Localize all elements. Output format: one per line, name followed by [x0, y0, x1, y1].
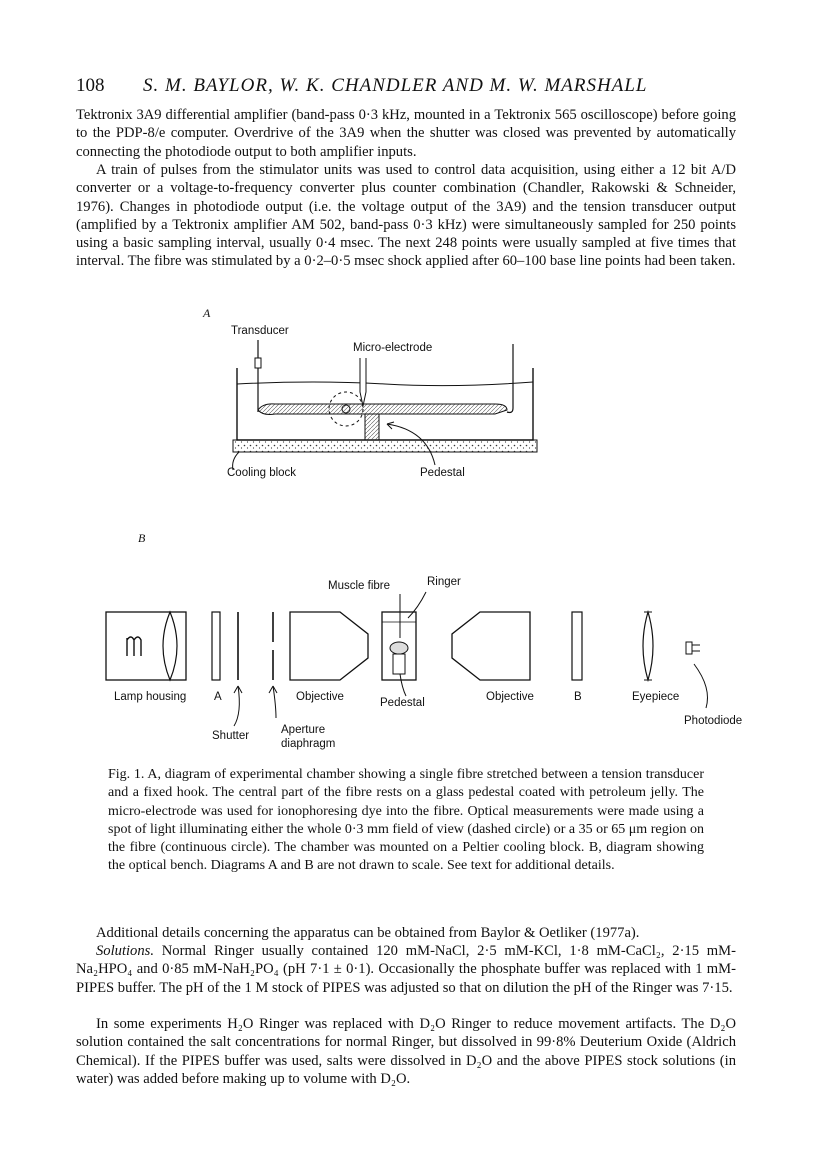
eyepiece-lens [643, 612, 653, 680]
filter-b-label: B [574, 691, 582, 703]
body-paragraph-5: In some experiments H₂O Ringer was replaced with D₂O Ringer to reduce movement artifacts. The D₂O solution contained the salt concentrations for normal Ringer, but dissolved in 99·8% Deuterium Oxide (Aldrich Chemical). If the PIPES buffer was used, salts were dissolved in D₂O and the above PIPES stock solutions (in water) was added before making up to volume with D₂O. [76, 1016, 736, 1087]
objective-left [290, 612, 368, 680]
objective-right-label: Objective [486, 691, 534, 703]
figure-b-panel-label: B [138, 531, 146, 545]
photodiode [686, 642, 692, 654]
objective-left-label: Objective [296, 691, 344, 703]
muscle-fibre-label: Muscle fibre [328, 580, 390, 592]
running-header-authors: S. M. BAYLOR, W. K. CHANDLER AND M. W. MARSHALL [143, 75, 648, 96]
pedestal-label-a: Pedestal [420, 467, 465, 479]
filter-a-label: A [214, 691, 222, 703]
figure-a-chamber-diagram [195, 300, 555, 485]
filter-b [572, 612, 582, 680]
body-paragraph-1: Tektronix 3A9 differential amplifier (band-pass 0·3 kHz, mounted in a Tektronix 565 oscilloscope) before going to the PDP-8/e computer. Overdrive of the 3A9 when the shutter was closed was prevented by automatically connecting the photodiode output to both amplifier inputs. [76, 107, 736, 160]
solution-surface [237, 382, 533, 386]
ringer-label: Ringer [427, 576, 461, 588]
cooling-block-label: Cooling block [227, 467, 297, 479]
photodiode-pointer [694, 664, 708, 708]
figure-caption [108, 766, 704, 876]
eyepiece-label: Eyepiece [632, 691, 680, 703]
transducer-body [255, 358, 261, 368]
body-paragraph-3: Additional details concerning the apparatus can be obtained from Baylor & Oetliker (1977a). [96, 925, 640, 941]
page-number: 108 [76, 75, 105, 96]
figure-b-optical-bench-diagram [100, 528, 760, 756]
pedestal-b [393, 654, 405, 674]
figure-a-panel-label: A [203, 306, 211, 320]
aperture-label-line1: Aperture [281, 724, 326, 736]
muscle-fibre [258, 404, 507, 415]
micro-electrode-label: Micro-electrode [353, 342, 433, 354]
body-paragraph-2: A train of pulses from the stimulator units was used to control data acquisition, using either a 12 bit A/D converter or a voltage-to-frequency converter plus counter combination (Chandler, Rakowski & Schneider, 1976). Changes in photodiode output (i.e. the voltage output of the 3A9) and the tension transducer output (amplified by a Tektronix amplifier AM 502, band-pass 0·3 kHz) were simultaneously sampled for 250 points using a basic sampling interval, usually 0·4 msec. The next 248 points were usually sampled at five times that interval. The fibre was stimulated by a 0·2–0·5 msec shock applied after 60–100 base line points had been taken. [76, 162, 736, 270]
figure-caption-lead: Fig. 1. [108, 767, 148, 782]
micro-electrode [360, 358, 366, 406]
figure-caption-text: A, diagram of experimental chamber showing a single fibre stretched between a tension transducer and a fixed hook. The central part of the fibre rests on a glass pedestal coated with petroleum jelly. The micro-electrode was used for ionophoresing dye into the fibre. Optical measurements were made using a spot of light illuminating either the whole 0·3 mm field of view (dashed circle) or a 35 or 65 μm region on the fibre (continuous circle). The chamber was mounted on a Peltier cooling block. B, diagram showing the optical bench. Diagrams A and B are not drawn to scale. See text for additional details. [108, 767, 704, 874]
lamp-housing-label: Lamp housing [114, 691, 187, 703]
transducer-label: Transducer [231, 325, 289, 337]
objective-right [452, 612, 530, 680]
solutions-paragraph [76, 942, 736, 997]
glass-pedestal [365, 414, 379, 440]
running-header [76, 75, 736, 97]
pedestal-label-b: Pedestal [380, 697, 425, 709]
aperture-label-line2: diaphragm [281, 738, 336, 750]
solutions-heading: Solutions. [96, 943, 154, 959]
shutter-label: Shutter [212, 730, 250, 742]
fixed-hook [507, 344, 513, 413]
photodiode-leads [692, 645, 700, 651]
cooling-block [233, 440, 537, 452]
filter-a [212, 612, 220, 680]
solutions-body: Normal Ringer usually contained 120 mM-NaCl, 2·5 mM-KCl, 1·8 mM-CaCl₂, 2·15 mM-Na₂HPO₄ and 0·85 mM-NaH₂PO₄ (pH 7·1 ± 0·1). Occasionally the phosphate buffer was replaced with 1 mM-PIPES buffer. The pH of the 1 M stock of PIPES was adjusted so that on dilution the pH of the Ringer was 7·15. [76, 943, 736, 996]
photodiode-label: Photodiode [684, 715, 743, 727]
fibre-cross-section [390, 642, 408, 654]
